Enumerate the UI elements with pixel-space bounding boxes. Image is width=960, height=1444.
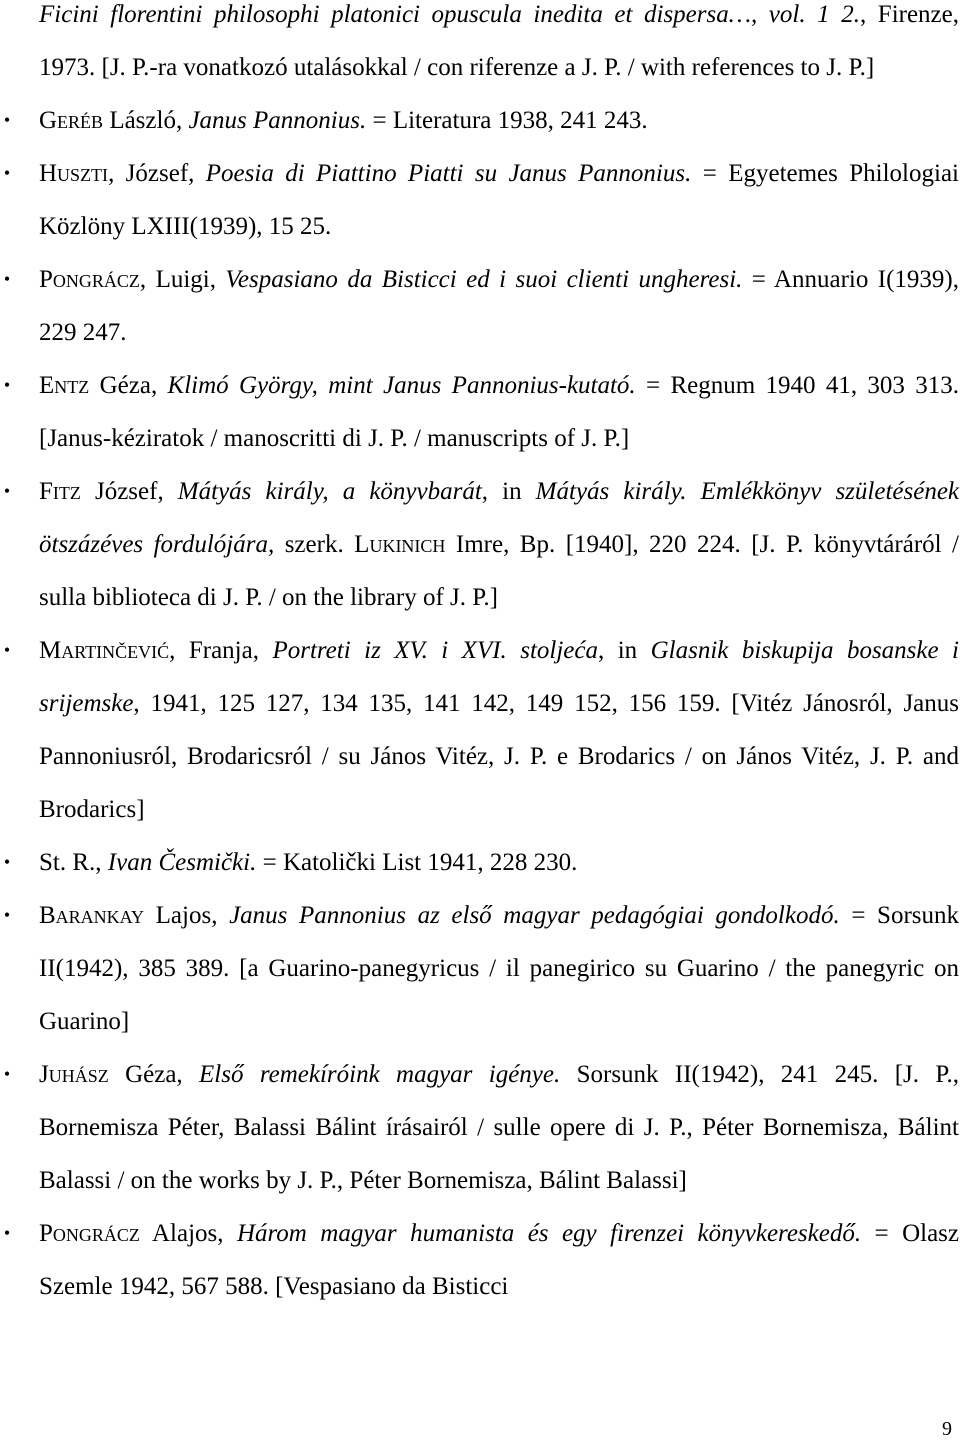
bullet-icon: • — [3, 640, 11, 660]
entry-text: = Egyetemes Philologiai Közlöny LXIII(1939), 15 25. — [39, 160, 959, 240]
entry-text: , Luigi, — [139, 266, 226, 293]
entry-title: Ivan Česmički. — [107, 849, 257, 876]
entry-title: Mátyás király, a könyvbarát — [177, 478, 482, 505]
entry-text: , Franja, — [169, 637, 273, 664]
entry-text: Lajos, — [144, 902, 230, 929]
entry-text: , in — [598, 637, 651, 664]
bullet-icon: • — [3, 852, 11, 872]
bullet-icon: • — [3, 163, 11, 183]
entry-author: Pongrácz — [39, 266, 140, 293]
bibliography-list — [3, 0, 960, 1313]
entry-editor: Lukinich — [354, 531, 446, 558]
entry-title: Klimó György, mint Janus Pannonius-kutató. — [167, 372, 636, 399]
entry-text: = Katolički List 1941, 228 230. — [256, 849, 578, 876]
bullet-icon: • — [3, 905, 11, 925]
bibliography-entry-ficini — [39, 0, 959, 94]
entry-journal: Glasnik biskupija bosanske i srijemske — [39, 637, 959, 717]
bibliography-entry-martincevic — [3, 624, 959, 836]
entry-text: , József, — [108, 160, 206, 187]
entry-text: = Literatura 1938, 241 243. — [366, 107, 648, 134]
entry-author: Juhász — [39, 1061, 109, 1088]
entry-book-title: Mátyás király. Emlékkönyv születésének ötszázéves fordulójára, — [39, 478, 960, 558]
entry-title: Vespasiano da Bisticci ed i suoi clienti ungheresi. — [225, 266, 743, 293]
entry-title: Portreti iz XV. i XVI. stoljeća — [272, 637, 598, 664]
entry-text: Alajos, — [139, 1220, 237, 1247]
entry-text: , 1941, 125 127, 134 135, 141 142, 149 152, 156 159. [Vitéz Jánosról, Janus Pannoniusról, Brodaricsról / su János Vitéz, J. P. e Brodarics / on János Vitéz, J. P. and Brodarics] — [39, 690, 959, 823]
entry-title: Ficini florentini philosophi platonici opuscula inedita et dispersa…, vol. 1 2. — [39, 1, 860, 28]
entry-text: József, — [80, 478, 178, 505]
bullet-icon: • — [3, 375, 11, 395]
bullet-icon: • — [3, 1223, 11, 1243]
bullet-icon: • — [3, 269, 11, 289]
entry-title: Janus Pannonius az első magyar pedagógiai gondolkodó. — [229, 902, 840, 929]
entry-author: Fitz — [39, 478, 81, 505]
bibliography-entry-barankay — [3, 889, 959, 1048]
entry-title: Három magyar humanista és egy firenzei könyvkereskedő. — [236, 1220, 862, 1247]
bibliography-entry-pongracz-luigi — [3, 253, 959, 359]
bibliography-entry-st-r — [3, 836, 959, 889]
entry-text: Sorsunk II(1942), 241 245. [J. P., Bornemisza Péter, Balassi Bálint írásairól / sulle opere di J. P., Péter Bornemisza, Bálint Balassi / on the works by J. P., Péter Bornemisza, Bálint Balassi] — [39, 1061, 960, 1194]
entry-text: László, — [103, 107, 189, 134]
bullet-icon: • — [3, 110, 11, 130]
entry-author: Entz — [39, 372, 90, 399]
bibliography-entry-juhasz — [3, 1048, 960, 1207]
entry-text: szerk. — [274, 531, 355, 558]
entry-text: , Firenze, 1973. [J. P.-ra vonatkozó utalásokkal / con riferenze a J. P. / with references to J. P.] — [39, 1, 960, 81]
entry-author: Pongrácz — [39, 1220, 140, 1247]
entry-text: Géza, — [89, 372, 168, 399]
bibliography-entry-entz — [3, 359, 959, 465]
entry-text: = Annuario I(1939), 229 247. — [39, 266, 959, 346]
bullet-icon: • — [3, 1064, 11, 1084]
page-number: 9 — [942, 1418, 952, 1440]
bibliography-entry-pongracz-alajos — [3, 1207, 959, 1313]
bullet-icon: • — [3, 481, 11, 501]
entry-text: , in — [481, 478, 536, 505]
bibliography-entry-gereb — [3, 94, 959, 147]
entry-text: = Regnum 1940 41, 303 313. [Janus-kéziratok / manoscritti di J. P. / manuscripts of J. P.] — [39, 372, 959, 452]
entry-author: St. R., — [39, 849, 108, 876]
entry-text: Géza, — [108, 1061, 200, 1088]
entry-text: = Sorsunk II(1942), 385 389. [a Guarino-panegyricus / il panegirico su Guarino / the panegyric on Guarino] — [39, 902, 959, 1035]
entry-author: Martinčević — [39, 637, 170, 664]
bibliography-entry-huszti — [3, 147, 959, 253]
entry-title: Első remekíróink magyar igénye. — [199, 1061, 561, 1088]
entry-author: Barankay — [39, 902, 145, 929]
entry-author: Huszti — [39, 160, 109, 187]
entry-title: Poesia di Piattino Piatti su Janus Pannonius. — [205, 160, 692, 187]
entry-text: = Olasz Szemle 1942, 567 588. [Vespasiano da Bisticci — [39, 1220, 959, 1300]
bibliography-entry-fitz — [3, 465, 960, 624]
entry-author: Geréb — [39, 107, 104, 134]
entry-text: Imre, Bp. [1940], 220 224. [J. P. könyvtáráról / sulla biblioteca di J. P. / on the library of J. P.] — [39, 531, 959, 611]
entry-title: Janus Pannonius. — [188, 107, 367, 134]
